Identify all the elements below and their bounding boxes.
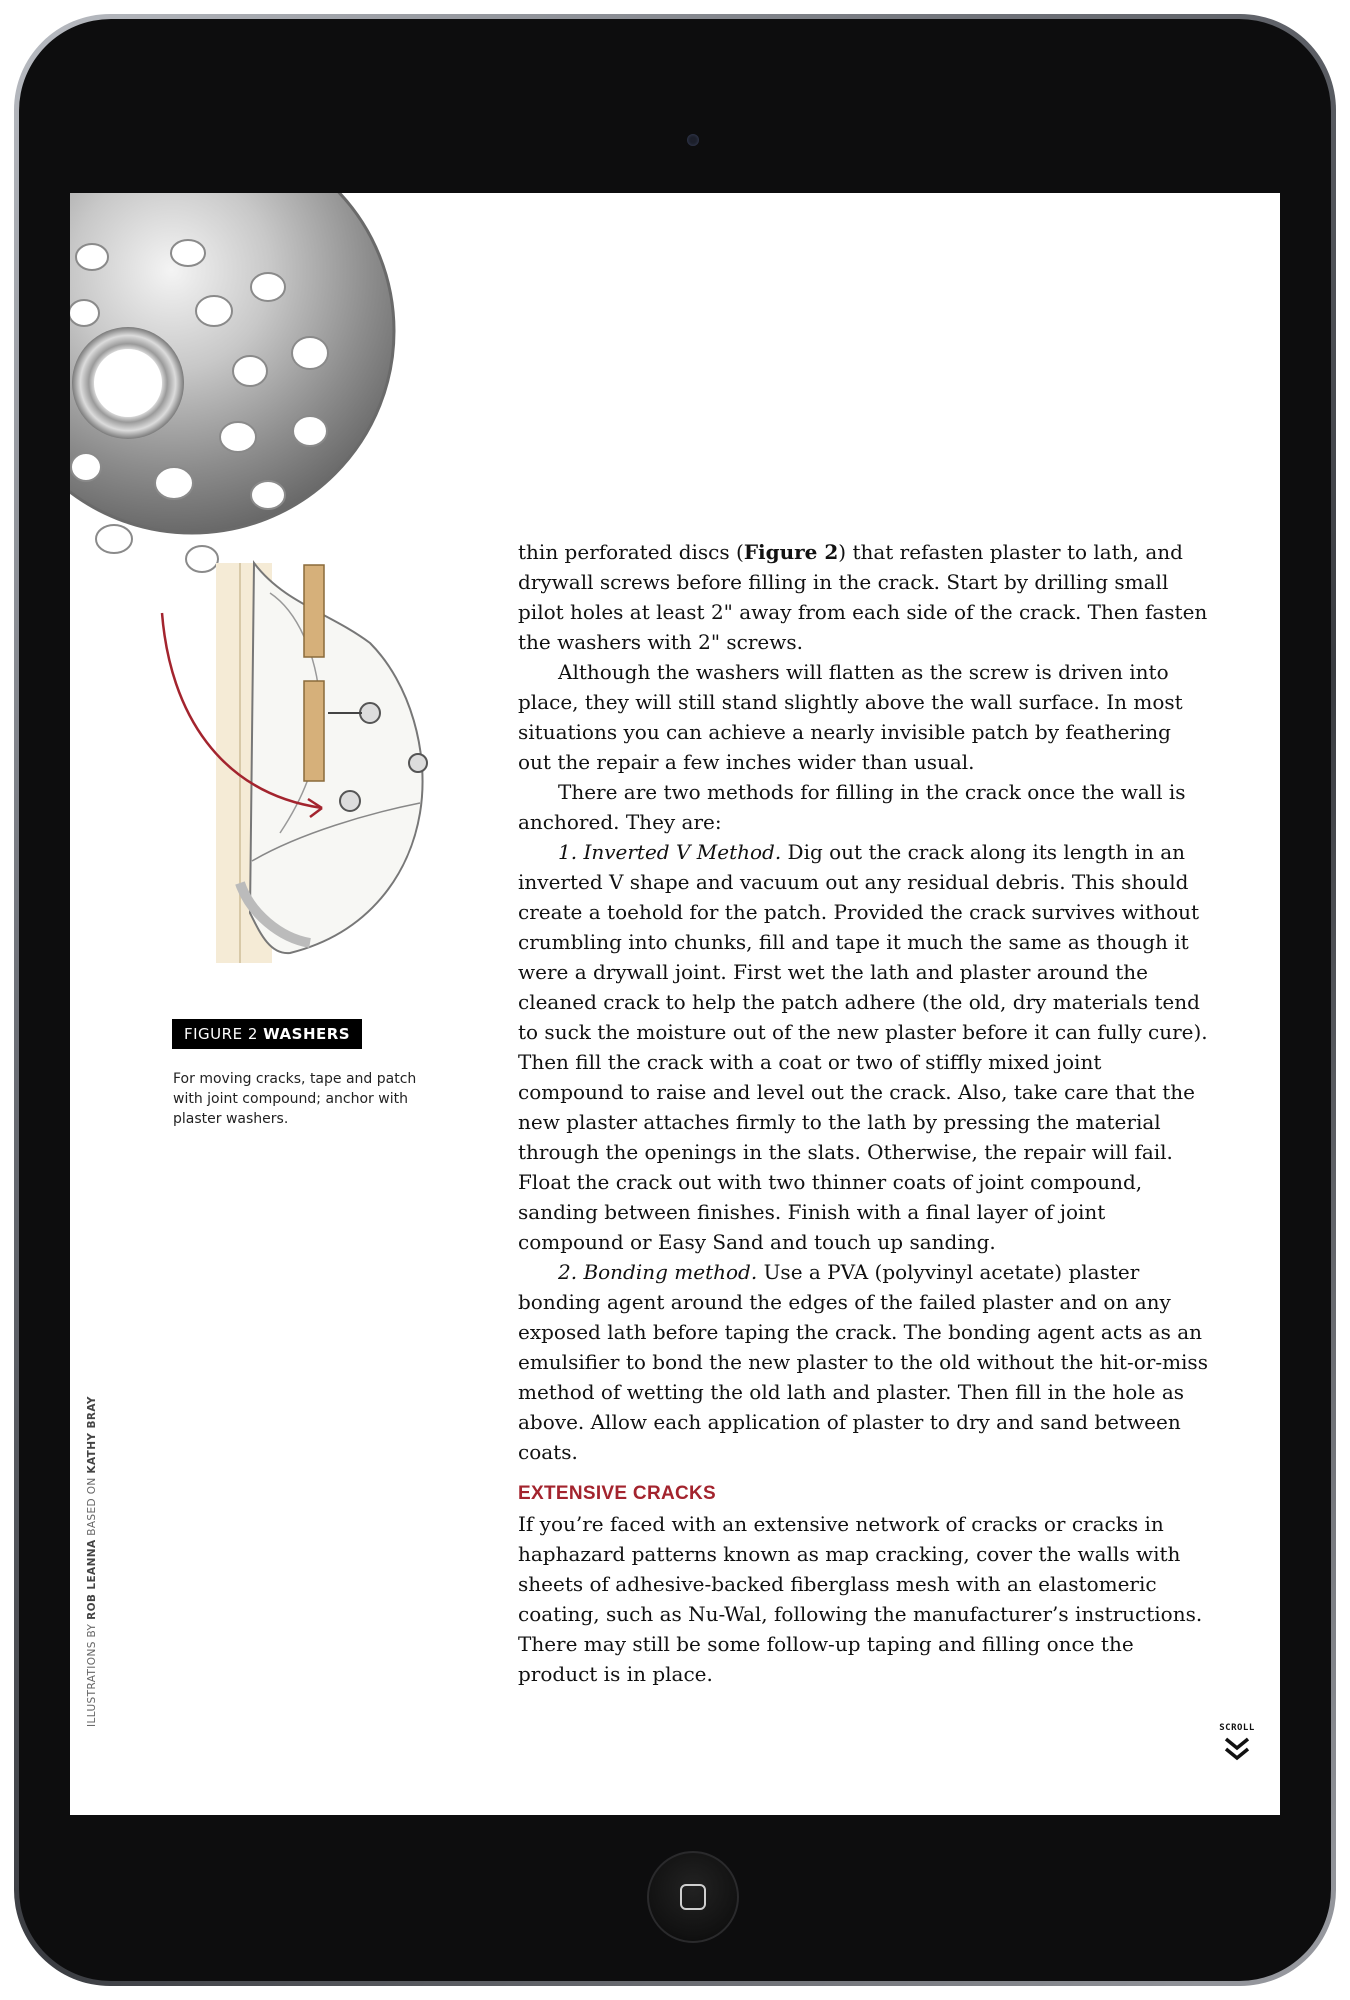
figure-title: WASHERS (263, 1025, 351, 1043)
figure-reference: Figure 2 (743, 540, 839, 564)
method-title: 1. Inverted V Method. (558, 840, 782, 864)
article-paragraph: There are two methods for filling in the crack once the wall is anchored. They are: (518, 780, 1186, 834)
illustration-credit (86, 1396, 98, 1727)
article-paragraph (518, 837, 1208, 1257)
magazine-page[interactable] (70, 193, 1280, 1815)
washer-disc (70, 193, 394, 572)
paragraph-text: thin perforated discs ( (518, 540, 744, 564)
credit-illustrator: ROB LEANNA (86, 1539, 98, 1620)
figure-number: FIGURE 2 (184, 1025, 258, 1043)
scroll-label: SCROLL (1219, 1723, 1255, 1733)
credit-original: KATHY BRAY (86, 1396, 98, 1474)
paragraph-text: ) that refasten plaster to lath, and drywall screws before filling in the crack. Start by drilling small pilot holes at least 2" away from each side of the crack. Then fasten the washers with 2" screws. (518, 540, 1208, 654)
figure-label (172, 1019, 362, 1049)
camera-icon (687, 134, 699, 146)
article-paragraph (518, 537, 1208, 657)
section-subhead: EXTENSIVE CRACKS (518, 1483, 717, 1504)
washer-illustration-icon (70, 193, 510, 973)
figure-caption: For moving cracks, tape and patch with joint compound; anchor with plaster washers. (173, 1071, 417, 1127)
article-body (518, 537, 1208, 1689)
article-paragraph: If you’re faced with an extensive network of cracks or cracks in haphazard patterns known as map cracking, cover the walls with sheets of adhesive-backed fiberglass mesh with an elastomeric coating, such as Nu-Wal, following the manufacturer’s instructions. There may still be some follow-up taping and filling once the product is in place. (518, 1512, 1203, 1686)
double-chevron-down-icon (1220, 1733, 1254, 1763)
paragraph-text: Dig out the crack along its length in an inverted V shape and vacuum out any residual debris. This should create a toehold for the patch. Provided the crack survives without crumbling into chunks, fill and tape it much the same as though it were a drywall joint. First wet the lath and plaster around the cleaned crack to help the patch adhere (the old, dry materials tend to suck the moisture out of the new plaster before it can fully cure). Then fill the crack with a coat or two of stiffly mixed joint compound to raise and level out the crack. Also, take care that the new plaster attaches firmly to the lath by pressing the material through the openings in the slats. Otherwise, the repair will fail. Float the crack out with two thinner coats of joint compound, sanding between finishes. Finish with a final layer of joint compound or Easy Sand and touch up sanding. (518, 840, 1208, 1254)
credit-prefix: ILLUSTRATIONS BY (86, 1623, 98, 1727)
credit-middle: BASED ON (86, 1477, 98, 1536)
scroll-indicator[interactable] (1212, 1723, 1262, 1768)
article-paragraph: Although the washers will flatten as the screw is driven into place, they will still stand slightly above the wall surface. In most situations you can achieve a nearly invisible patch by feathering out the repair a few inches wider than usual. (518, 660, 1183, 774)
home-button[interactable] (647, 1851, 739, 1943)
wall-section-sketch (216, 563, 427, 963)
method-title: 2. Bonding method. (558, 1260, 758, 1284)
home-square-icon (680, 1884, 706, 1910)
paragraph-text: Use a PVA (polyvinyl acetate) plaster bonding agent around the edges of the failed plaster and on any exposed lath before taping the crack. The bonding agent acts as an emulsifier to bond the new plaster to the old without the hit-or-miss method of wetting the old lath and plaster. Then fill in the hole as above. Allow each application of plaster to dry and sand between coats. (518, 1260, 1208, 1464)
article-paragraph (518, 1257, 1208, 1467)
